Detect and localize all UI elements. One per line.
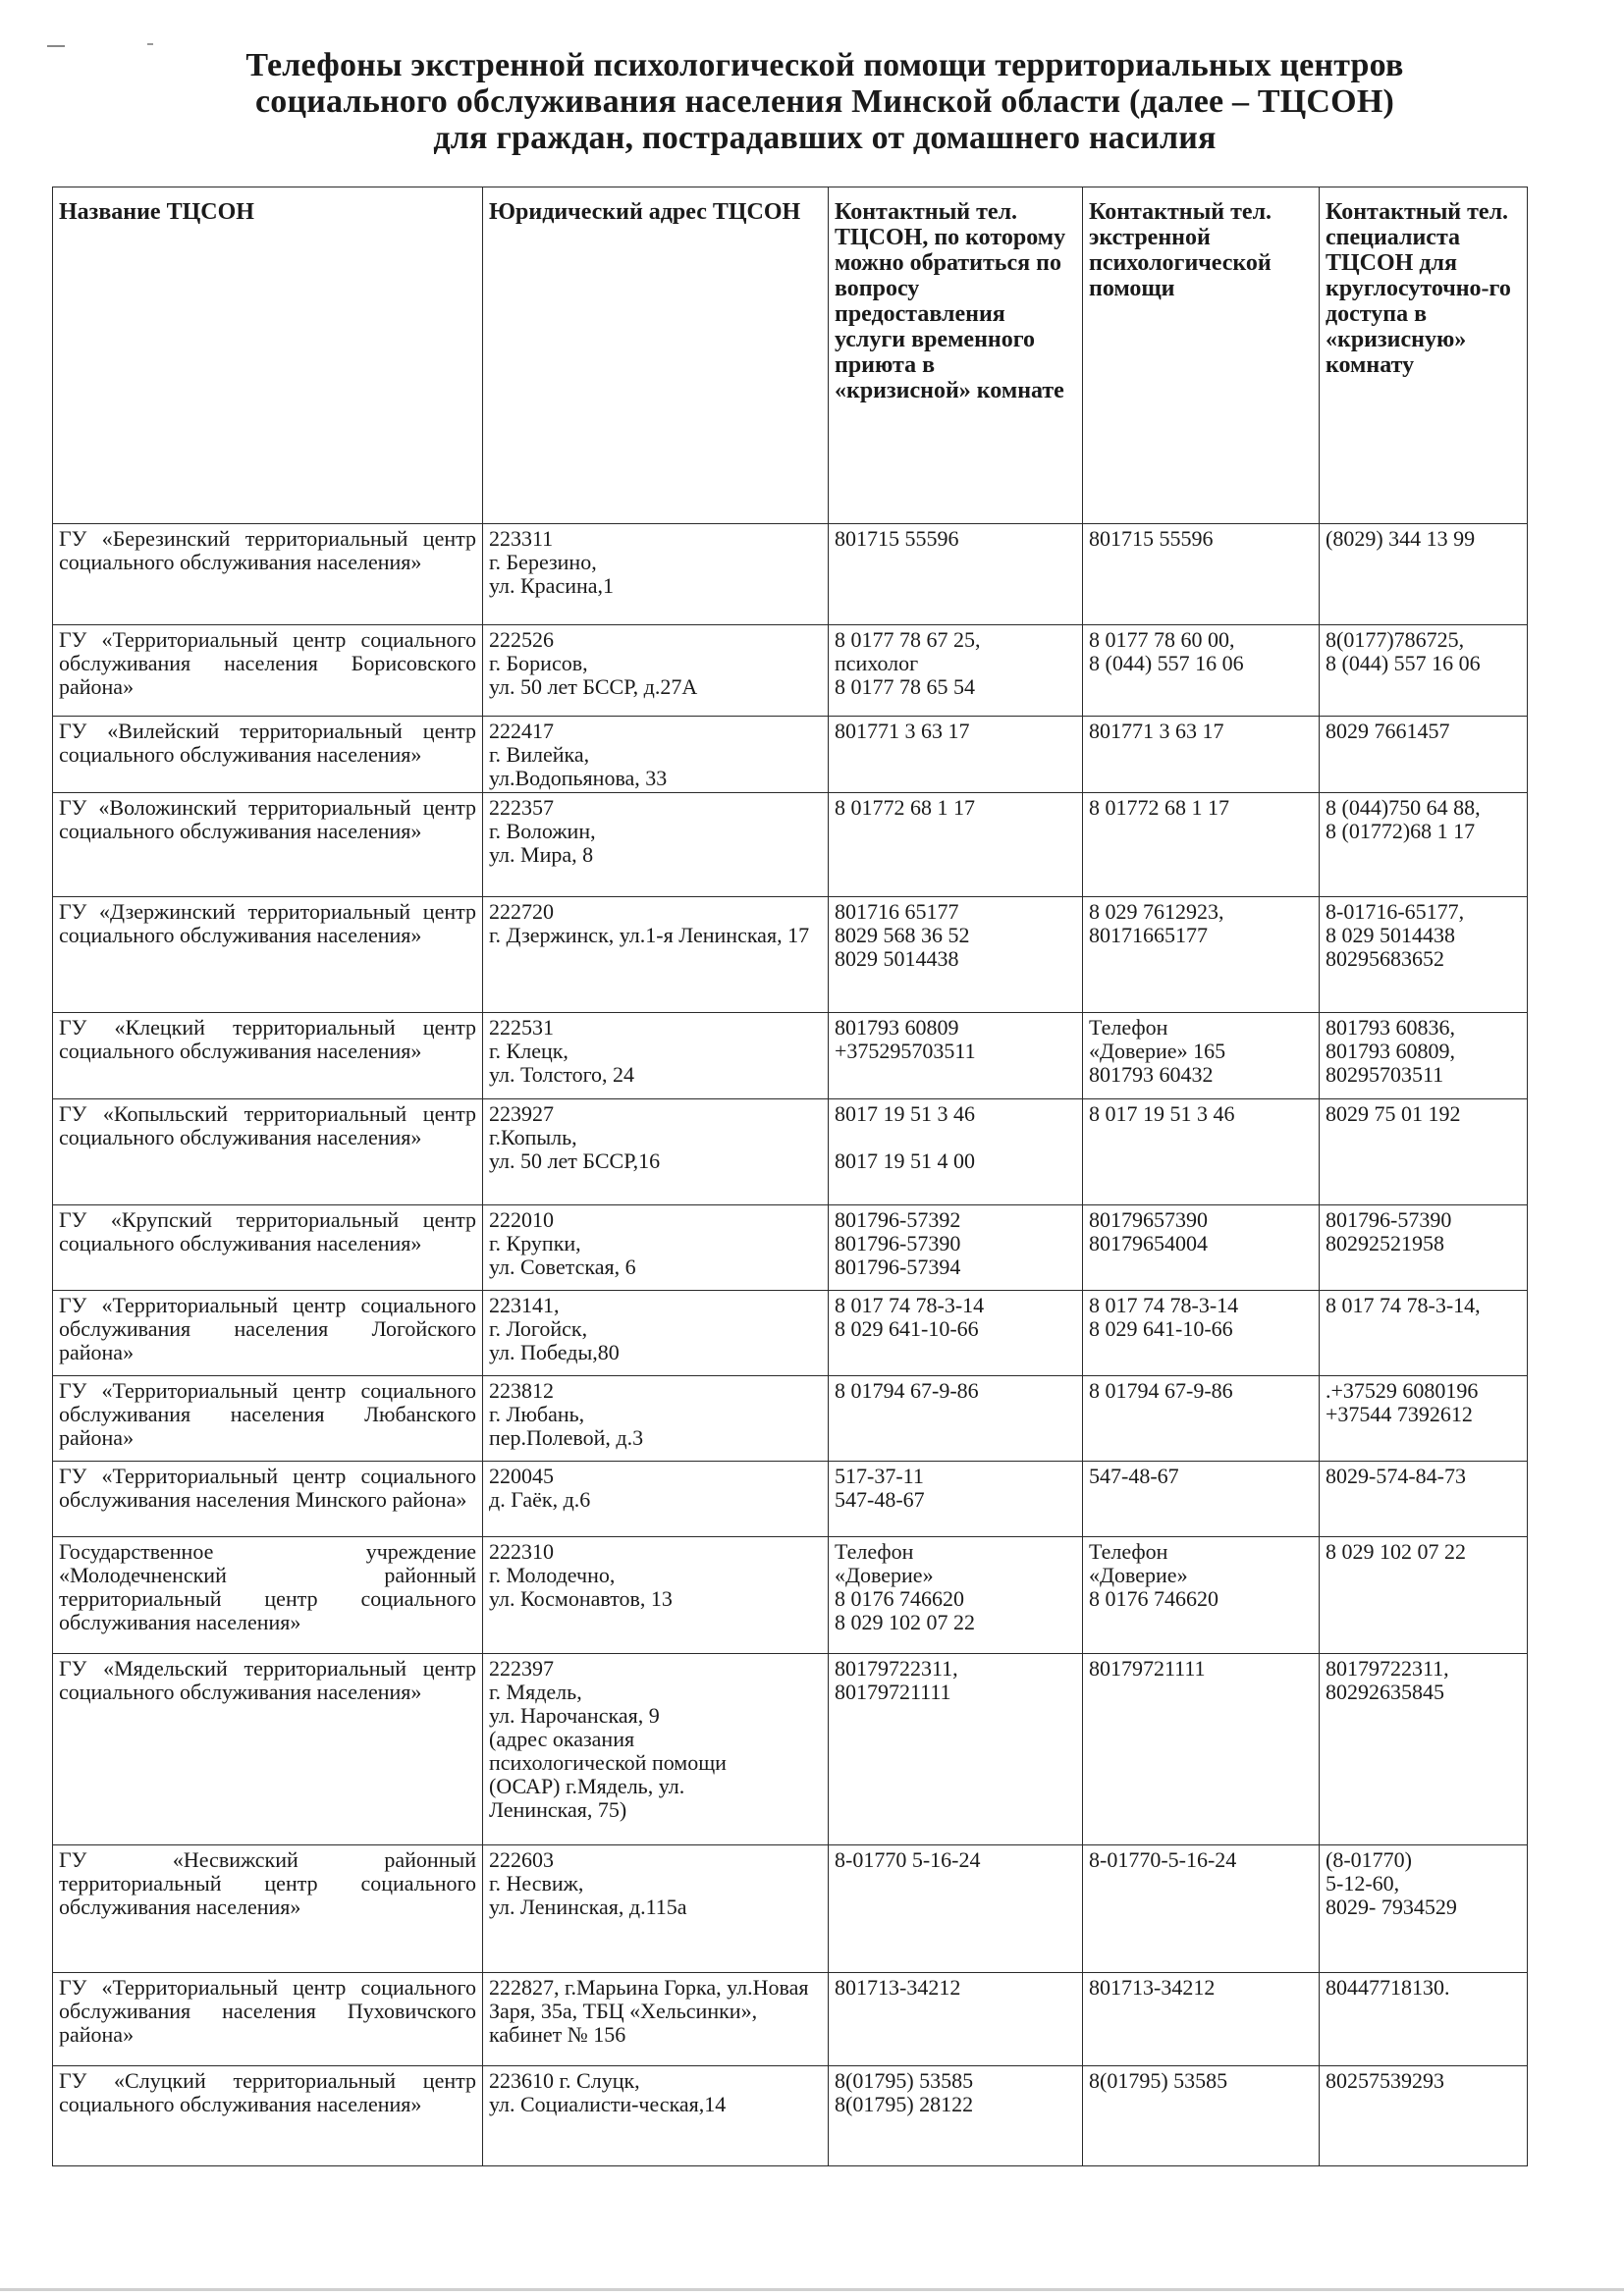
- row-shelter-phone-line: 517-37-11: [835, 1464, 924, 1488]
- title-line: для граждан, пострадавших от домашнего насилия: [433, 120, 1217, 156]
- table-row: [53, 625, 1528, 717]
- row-shelter-phone-line: 8(01795) 28122: [835, 2092, 974, 2116]
- row-address: [483, 1973, 829, 2066]
- row-address: [483, 1099, 829, 1205]
- row-specialist-phone: [1320, 1205, 1528, 1291]
- row-address-line: 222397: [489, 1656, 554, 1681]
- row-specialist-phone: [1320, 717, 1528, 793]
- row-shelter-phone-line: [835, 1126, 1076, 1149]
- row-specialist-phone-line: 5-12-60,: [1326, 1871, 1400, 1896]
- row-emergency-phone-line: 801713-34212: [1089, 1975, 1216, 2000]
- row-specialist-phone: [1320, 1845, 1528, 1973]
- row-name: ГУ «Территориальный центр социального обслуживания населения Борисовского района»: [53, 625, 483, 717]
- header-specialist-phone: Контактный тел. специалиста ТЦСОН для круглосуточно-го доступа в «кризисную» комнату: [1320, 187, 1528, 524]
- row-emergency-phone: [1083, 1099, 1320, 1205]
- row-emergency-phone-line: 801793 60432: [1089, 1062, 1214, 1087]
- row-address-line: 222010: [489, 1207, 554, 1232]
- row-address-line: 223812: [489, 1378, 554, 1403]
- row-specialist-phone-line: 8-01716-65177,: [1326, 899, 1465, 924]
- row-address-line: ул. Толстого, 24: [489, 1062, 635, 1087]
- table-row: [53, 897, 1528, 1013]
- row-specialist-phone-line: 80292521958: [1326, 1231, 1444, 1255]
- row-address: [483, 897, 829, 1013]
- row-specialist-phone: [1320, 793, 1528, 897]
- row-shelter-phone: [829, 1013, 1083, 1099]
- row-emergency-phone: [1083, 793, 1320, 897]
- row-specialist-phone-line: 8029 7661457: [1326, 719, 1450, 743]
- row-emergency-phone-line: 8 0177 78 60 00,: [1089, 627, 1235, 652]
- row-address-line: ул. Космонавтов, 13: [489, 1586, 673, 1611]
- table-row: [53, 1291, 1528, 1376]
- row-address-line: г. Вилейка,: [489, 742, 590, 767]
- row-shelter-phone-line: 8 029 641-10-66: [835, 1316, 979, 1341]
- header-name: Название ТЦСОН: [53, 187, 483, 524]
- row-emergency-phone-line: Телефон: [1089, 1015, 1168, 1040]
- row-address-line: пер.Полевой, д.3: [489, 1425, 644, 1450]
- row-specialist-phone-line: 80295703511: [1326, 1062, 1444, 1087]
- row-specialist-phone-line: 8 (01772)68 1 17: [1326, 819, 1476, 843]
- row-shelter-phone-line: 8-01770 5-16-24: [835, 1847, 981, 1872]
- row-name: ГУ «Воложинский территориальный центр социального обслуживания населения»: [53, 793, 483, 897]
- scan-edge: [0, 2288, 1624, 2291]
- row-shelter-phone: [829, 1654, 1083, 1845]
- row-shelter-phone-line: 8 017 74 78-3-14: [835, 1293, 985, 1317]
- row-address-line: ул. Социалисти-ческая,14: [489, 2092, 727, 2116]
- row-specialist-phone: [1320, 1291, 1528, 1376]
- row-shelter-phone-line: 8029 5014438: [835, 946, 959, 971]
- row-shelter-phone: [829, 1205, 1083, 1291]
- row-emergency-phone-line: 8 017 74 78-3-14: [1089, 1293, 1239, 1317]
- row-address: [483, 1654, 829, 1845]
- row-emergency-phone-line: 8-01770-5-16-24: [1089, 1847, 1237, 1872]
- row-shelter-phone-line: Телефон: [835, 1539, 914, 1564]
- row-address: [483, 1376, 829, 1462]
- row-address-line: г. Логойск,: [489, 1316, 588, 1341]
- row-emergency-phone: [1083, 1462, 1320, 1537]
- row-shelter-phone: [829, 1291, 1083, 1376]
- row-emergency-phone-line: 80179657390: [1089, 1207, 1208, 1232]
- row-shelter-phone-line: психолог: [835, 651, 919, 675]
- row-address: [483, 1845, 829, 1973]
- row-specialist-phone-line: 80179722311,: [1326, 1656, 1449, 1681]
- row-address-line: 223141,: [489, 1293, 560, 1317]
- row-shelter-phone: [829, 717, 1083, 793]
- row-specialist-phone: [1320, 1654, 1528, 1845]
- row-emergency-phone-line: 8(01795) 53585: [1089, 2068, 1228, 2093]
- row-address: [483, 1205, 829, 1291]
- table-body: [53, 524, 1528, 2166]
- row-specialist-phone-line: 8 029 102 07 22: [1326, 1539, 1466, 1564]
- row-address-line: г. Клецк,: [489, 1039, 568, 1063]
- table-row: [53, 1462, 1528, 1537]
- title-line: Телефоны экстренной психологической помощи территориальных центров: [245, 47, 1404, 83]
- row-address: [483, 2066, 829, 2166]
- row-address-line: (адрес оказания: [489, 1727, 635, 1751]
- title-line: социального обслуживания населения Минской области (далее – ТЦСОН): [254, 83, 1394, 120]
- row-emergency-phone: [1083, 717, 1320, 793]
- table-row: [53, 717, 1528, 793]
- header-shelter-phone: Контактный тел. ТЦСОН, по которому можно обратиться по вопросу предоставления услуги временного приюта в «кризисной» комнате: [829, 187, 1083, 524]
- row-name: ГУ «Территориальный центр социального обслуживания населения Логойского района»: [53, 1291, 483, 1376]
- row-address-line: г.Копыль,: [489, 1125, 577, 1149]
- row-address-line: 223311: [489, 526, 554, 551]
- row-emergency-phone-line: 801715 55596: [1089, 526, 1214, 551]
- row-shelter-phone-line: 801771 3 63 17: [835, 719, 970, 743]
- row-name: ГУ «Копыльский территориальный центр социального обслуживания населения»: [53, 1099, 483, 1205]
- row-name: ГУ «Территориальный центр социального обслуживания населения Пуховичского района»: [53, 1973, 483, 2066]
- row-emergency-phone-line: 547-48-67: [1089, 1464, 1179, 1488]
- table-row: [53, 1376, 1528, 1462]
- row-specialist-phone-line: 801793 60836,: [1326, 1015, 1455, 1040]
- row-emergency-phone-line: 8 01772 68 1 17: [1089, 795, 1229, 820]
- header-emergency-phone: Контактный тел. экстренной психологической помощи: [1083, 187, 1320, 524]
- row-address-line: г. Березино,: [489, 550, 597, 574]
- row-specialist-phone-line: (8029) 344 13 99: [1326, 526, 1476, 551]
- row-emergency-phone-line: 8 01794 67-9-86: [1089, 1378, 1233, 1403]
- row-address: [483, 717, 829, 793]
- row-emergency-phone-line: 8 (044) 557 16 06: [1089, 651, 1244, 675]
- row-emergency-phone-line: «Доверие» 165: [1089, 1039, 1226, 1063]
- row-shelter-phone: [829, 897, 1083, 1013]
- row-emergency-phone-line: 80171665177: [1089, 923, 1208, 947]
- scan-artifact: [147, 43, 153, 45]
- row-specialist-phone: [1320, 1973, 1528, 2066]
- row-address-line: 222526: [489, 627, 554, 652]
- row-specialist-phone-line: +37544 7392612: [1326, 1402, 1473, 1426]
- row-emergency-phone: [1083, 2066, 1320, 2166]
- row-shelter-phone: [829, 1462, 1083, 1537]
- row-emergency-phone: [1083, 897, 1320, 1013]
- row-address-line: 223610 г. Слуцк,: [489, 2068, 640, 2093]
- row-specialist-phone-line: 8(0177)786725,: [1326, 627, 1465, 652]
- row-shelter-phone-line: 801796-57394: [835, 1255, 961, 1279]
- table-header-row: [53, 187, 1528, 524]
- row-address-line: г. Воложин,: [489, 819, 596, 843]
- row-address-line: 222603: [489, 1847, 554, 1872]
- row-address-line: ул. Ленинская, д.115а: [489, 1895, 687, 1919]
- row-shelter-phone-line: 801713-34212: [835, 1975, 961, 2000]
- row-shelter-phone-line: 80179722311,: [835, 1656, 958, 1681]
- row-address-line: д. Гаёк, д.6: [489, 1487, 591, 1512]
- row-shelter-phone-line: 8 0176 746620: [835, 1586, 964, 1611]
- row-address-line: ул. 50 лет БССР,16: [489, 1148, 661, 1173]
- row-address-line: ул. 50 лет БССР, д.27А: [489, 674, 698, 699]
- row-specialist-phone-line: 8029 75 01 192: [1326, 1101, 1461, 1126]
- table-row: [53, 1537, 1528, 1654]
- row-specialist-phone: [1320, 1099, 1528, 1205]
- row-shelter-phone: [829, 625, 1083, 717]
- row-shelter-phone-line: 547-48-67: [835, 1487, 925, 1512]
- row-specialist-phone: [1320, 897, 1528, 1013]
- row-specialist-phone: [1320, 524, 1528, 625]
- row-address-line: ул. Победы,80: [489, 1340, 620, 1364]
- row-specialist-phone-line: 8 029 5014438: [1326, 923, 1455, 947]
- row-shelter-phone: [829, 1845, 1083, 1973]
- row-specialist-phone-line: 8029-574-84-73: [1326, 1464, 1466, 1488]
- row-address-line: (ОСАР) г.Мядель, ул.: [489, 1774, 685, 1798]
- row-emergency-phone: [1083, 524, 1320, 625]
- row-emergency-phone-line: 80179654004: [1089, 1231, 1208, 1255]
- row-shelter-phone: [829, 2066, 1083, 2166]
- row-emergency-phone: [1083, 1537, 1320, 1654]
- row-emergency-phone-line: 8 029 7612923,: [1089, 899, 1224, 924]
- row-shelter-phone: [829, 1537, 1083, 1654]
- row-address-line: 220045: [489, 1464, 554, 1488]
- table-row: [53, 524, 1528, 625]
- table-row: [53, 793, 1528, 897]
- row-emergency-phone: [1083, 1845, 1320, 1973]
- row-address-line: 222827, г.Марьина Горка, ул.Новая Заря, 35а, ТБЦ «Хельсинки», кабинет № 156: [489, 1975, 809, 2047]
- row-shelter-phone-line: 8 0177 78 65 54: [835, 674, 975, 699]
- row-specialist-phone: [1320, 1537, 1528, 1654]
- row-shelter-phone: [829, 524, 1083, 625]
- scan-artifact: [47, 45, 65, 47]
- row-emergency-phone: [1083, 1013, 1320, 1099]
- row-specialist-phone-line: 80295683652: [1326, 946, 1444, 971]
- row-address: [483, 524, 829, 625]
- row-emergency-phone: [1083, 1973, 1320, 2066]
- row-name: ГУ «Дзержинский территориальный центр социального обслуживания населения»: [53, 897, 483, 1013]
- table-row: [53, 2066, 1528, 2166]
- row-address: [483, 1291, 829, 1376]
- row-emergency-phone-line: 801771 3 63 17: [1089, 719, 1224, 743]
- row-shelter-phone-line: 801796-57390: [835, 1231, 961, 1255]
- header-address: Юридический адрес ТЦСОН: [483, 187, 829, 524]
- row-shelter-phone-line: «Доверие»: [835, 1563, 934, 1587]
- table-row: [53, 1099, 1528, 1205]
- row-emergency-phone-line: 8 017 19 51 3 46: [1089, 1101, 1235, 1126]
- table-row: [53, 1845, 1528, 1973]
- row-specialist-phone-line: 8 017 74 78-3-14,: [1326, 1293, 1481, 1317]
- document-title: [98, 47, 1551, 156]
- row-shelter-phone-line: 801716 65177: [835, 899, 959, 924]
- row-address-line: г. Дзержинск, ул.1-я Ленинская, 17: [489, 923, 810, 947]
- row-emergency-phone-line: 8 0176 746620: [1089, 1586, 1218, 1611]
- row-specialist-phone-line: 80257539293: [1326, 2068, 1444, 2093]
- row-shelter-phone-line: 8 01794 67-9-86: [835, 1378, 979, 1403]
- row-shelter-phone-line: 80179721111: [835, 1680, 951, 1704]
- row-address-line: 222531: [489, 1015, 554, 1040]
- row-specialist-phone-line: 80292635845: [1326, 1680, 1444, 1704]
- row-shelter-phone-line: 8017 19 51 3 46: [835, 1101, 975, 1126]
- row-address: [483, 1013, 829, 1099]
- row-address-line: Ленинская, 75): [489, 1797, 627, 1822]
- row-emergency-phone: [1083, 1291, 1320, 1376]
- row-shelter-phone: [829, 793, 1083, 897]
- table-row: [53, 1205, 1528, 1291]
- row-address-line: ул. Мира, 8: [489, 842, 594, 867]
- row-specialist-phone-line: 801796-57390: [1326, 1207, 1452, 1232]
- row-specialist-phone-line: 801793 60809,: [1326, 1039, 1455, 1063]
- row-emergency-phone: [1083, 1654, 1320, 1845]
- row-emergency-phone: [1083, 625, 1320, 717]
- row-specialist-phone-line: 80447718130.: [1326, 1975, 1450, 2000]
- row-specialist-phone-line: .+37529 6080196: [1326, 1378, 1479, 1403]
- row-emergency-phone: [1083, 1376, 1320, 1462]
- row-specialist-phone: [1320, 1013, 1528, 1099]
- row-specialist-phone-line: (8-01770): [1326, 1847, 1412, 1872]
- row-address-line: г. Несвиж,: [489, 1871, 584, 1896]
- row-address-line: 222310: [489, 1539, 554, 1564]
- row-name: Государственное учреждение «Молодечненский районный территориальный центр социального обслуживания населения»: [53, 1537, 483, 1654]
- row-shelter-phone: [829, 1099, 1083, 1205]
- row-address-line: г. Крупки,: [489, 1231, 581, 1255]
- row-name: ГУ «Крупский территориальный центр социального обслуживания населения»: [53, 1205, 483, 1291]
- row-specialist-phone: [1320, 2066, 1528, 2166]
- row-address-line: г. Любань,: [489, 1402, 585, 1426]
- row-shelter-phone-line: 8017 19 51 4 00: [835, 1148, 975, 1173]
- row-name: ГУ «Вилейский территориальный центр социального обслуживания населения»: [53, 717, 483, 793]
- table-row: [53, 1973, 1528, 2066]
- row-shelter-phone-line: 801715 55596: [835, 526, 959, 551]
- row-address-line: 222417: [489, 719, 554, 743]
- row-name: ГУ «Мядельский территориальный центр социального обслуживания населения»: [53, 1654, 483, 1845]
- row-address-line: г. Мядель,: [489, 1680, 582, 1704]
- row-shelter-phone-line: 8 029 102 07 22: [835, 1610, 975, 1634]
- row-address-line: ул. Красина,1: [489, 573, 615, 598]
- row-name: ГУ «Слуцкий территориальный центр социального обслуживания населения»: [53, 2066, 483, 2166]
- row-emergency-phone-line: «Доверие»: [1089, 1563, 1188, 1587]
- row-address-line: 222720: [489, 899, 554, 924]
- row-specialist-phone: [1320, 1462, 1528, 1537]
- row-specialist-phone-line: 8 (044)750 64 88,: [1326, 795, 1481, 820]
- row-shelter-phone-line: 801796-57392: [835, 1207, 961, 1232]
- row-address-line: 222357: [489, 795, 554, 820]
- row-specialist-phone: [1320, 1376, 1528, 1462]
- phones-table: [52, 187, 1528, 2166]
- row-address: [483, 1537, 829, 1654]
- row-shelter-phone-line: 8 0177 78 67 25,: [835, 627, 981, 652]
- row-name: ГУ «Клецкий территориальный центр социального обслуживания населения»: [53, 1013, 483, 1099]
- row-shelter-phone-line: 8029 568 36 52: [835, 923, 970, 947]
- row-specialist-phone-line: 8 (044) 557 16 06: [1326, 651, 1481, 675]
- row-address-line: психологической помощи: [489, 1750, 727, 1775]
- row-emergency-phone-line: 8 029 641-10-66: [1089, 1316, 1233, 1341]
- row-shelter-phone-line: +375295703511: [835, 1039, 976, 1063]
- row-address: [483, 625, 829, 717]
- row-specialist-phone: [1320, 625, 1528, 717]
- row-emergency-phone-line: Телефон: [1089, 1539, 1168, 1564]
- row-emergency-phone: [1083, 1205, 1320, 1291]
- row-shelter-phone: [829, 1973, 1083, 2066]
- row-shelter-phone-line: 8 01772 68 1 17: [835, 795, 975, 820]
- row-shelter-phone-line: 801793 60809: [835, 1015, 959, 1040]
- row-address-line: ул. Советская, 6: [489, 1255, 636, 1279]
- row-address-line: 223927: [489, 1101, 554, 1126]
- row-name: ГУ «Территориальный центр социального обслуживания населения Любанского района»: [53, 1376, 483, 1462]
- row-address-line: г. Молодечно,: [489, 1563, 616, 1587]
- row-address-line: г. Борисов,: [489, 651, 588, 675]
- table-row: [53, 1654, 1528, 1845]
- row-specialist-phone-line: 8029- 7934529: [1326, 1895, 1457, 1919]
- row-name: ГУ «Территориальный центр социального обслуживания населения Минского района»: [53, 1462, 483, 1537]
- row-shelter-phone: [829, 1376, 1083, 1462]
- row-address-line: ул.Водопьянова, 33: [489, 766, 668, 790]
- row-address: [483, 793, 829, 897]
- row-address-line: ул. Нарочанская, 9: [489, 1703, 660, 1728]
- row-shelter-phone-line: 8(01795) 53585: [835, 2068, 974, 2093]
- row-name: ГУ «Березинский территориальный центр социального обслуживания населения»: [53, 524, 483, 625]
- row-address: [483, 1462, 829, 1537]
- table-row: [53, 1013, 1528, 1099]
- row-name: ГУ «Несвижский районный территориальный центр социального обслуживания населения»: [53, 1845, 483, 1973]
- row-emergency-phone-line: 80179721111: [1089, 1656, 1206, 1681]
